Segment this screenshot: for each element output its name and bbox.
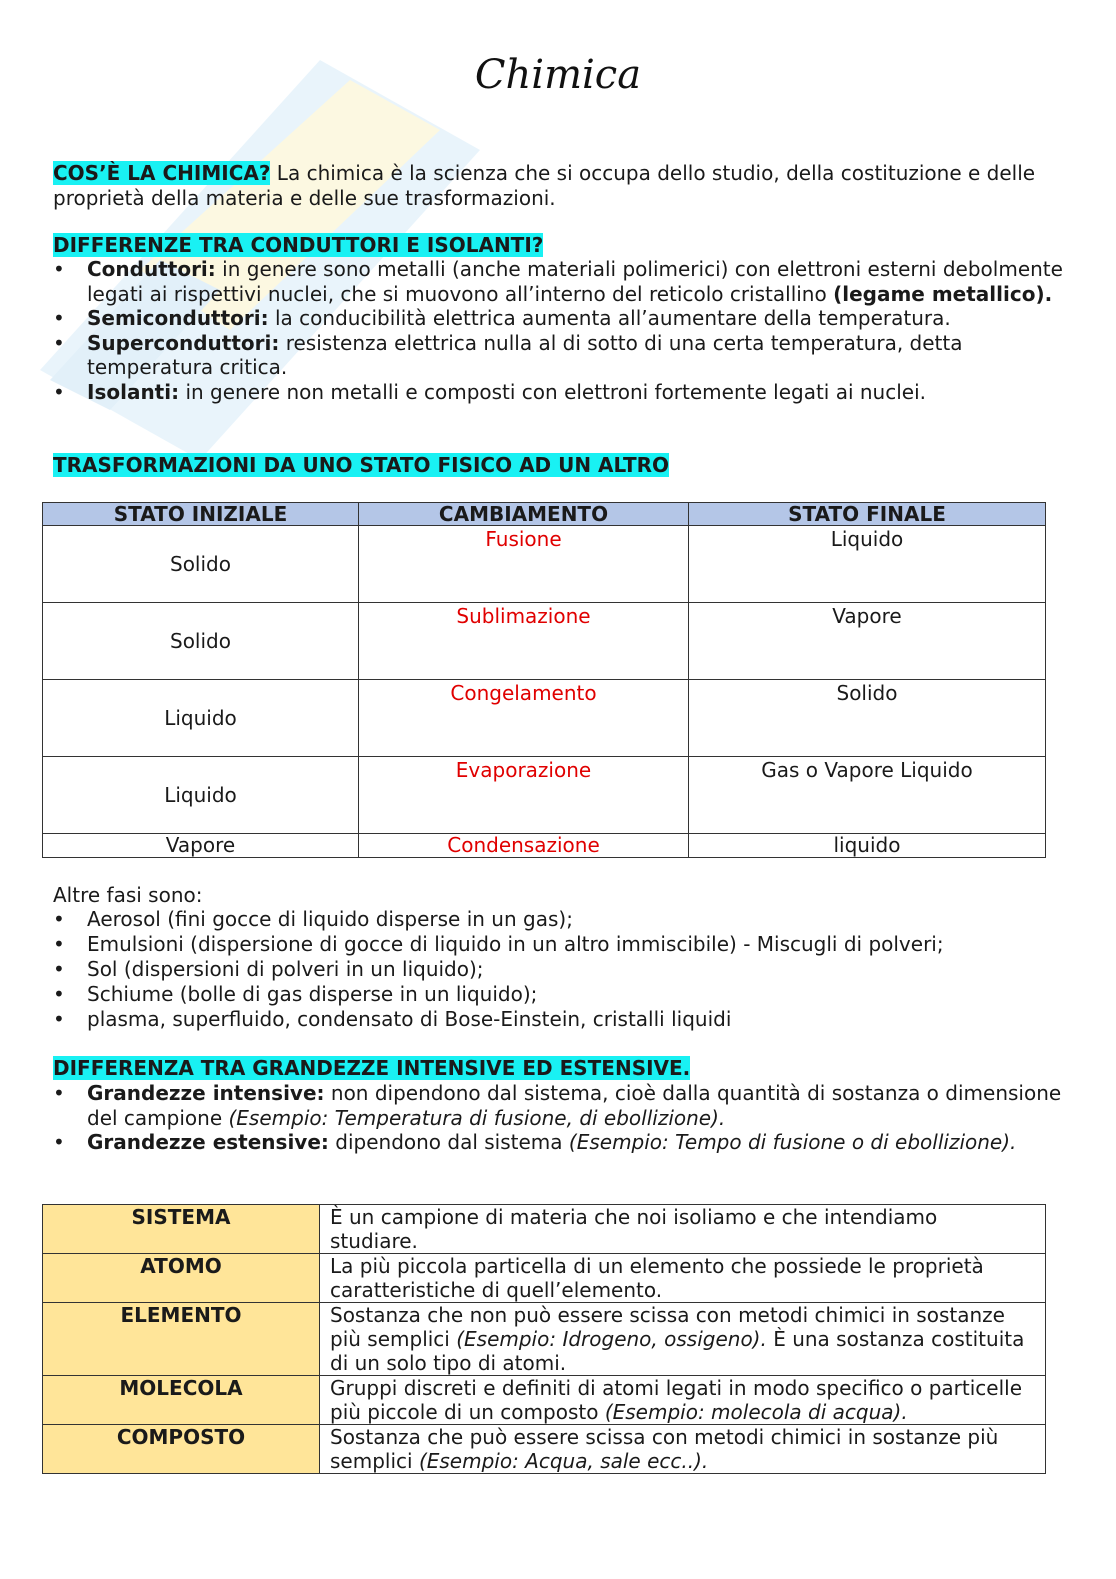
list-item: • Semiconduttori: la conducibilità elettrica aumenta all’aumentare della temperatura. [53, 306, 1063, 331]
table-header-row [43, 503, 1046, 526]
list-item: • plasma, superfluido, condensato di Bose-Einstein, cristalli liquidi [53, 1007, 1063, 1032]
other-phases-intro: Altre fasi sono: [53, 883, 203, 907]
intro-paragraph [53, 161, 1053, 210]
conductors-heading-line [53, 233, 1053, 258]
table-row: COMPOSTO Sostanza che può essere scissa con metodi chimici in sostanze più semplici (Esempio: Acqua, sale ecc..). [43, 1425, 1046, 1474]
heading-state-transformations: TRASFORMAZIONI DA UNO STATO FISICO AD UN ALTRO [53, 453, 670, 477]
definitions-table [42, 1204, 1046, 1474]
table-row: Vapore Condensazione liquido [43, 834, 1046, 858]
list-item: • Schiume (bolle di gas disperse in un liquido); [53, 982, 1063, 1007]
intro-text: La chimica è la scienza che si occupa dello studio, della costituzione e delle proprietà della materia e delle sue trasformazioni. [53, 161, 1036, 210]
page-title: Chimica [474, 52, 642, 98]
states-heading-line [53, 453, 1053, 478]
table-row: MOLECOLA Gruppi discreti e definiti di atomi legati in modo specifico o particelle più piccole di un composto (Esempio: molecola di acqua). [43, 1376, 1046, 1425]
heading-intensive-extensive: DIFFERENZA TRA GRANDEZZE INTENSIVE ED ESTENSIVE. [53, 1056, 691, 1080]
list-item: • Aerosol (fini gocce di liquido disperse in un gas); [53, 907, 1063, 932]
quantities-heading-line [53, 1056, 1053, 1081]
table-row: ATOMO La più piccola particella di un elemento che possiede le proprietà caratteristiche di quell’elemento. [43, 1254, 1046, 1303]
table-row: Liquido Congelamento Solido [43, 680, 1046, 757]
list-item: • Conduttori: in genere sono metalli (anche materiali polimerici) con elettroni esterni debolmente legati ai rispettivi nuclei, che si muovono all’interno del reticolo cristallino (legame metallico). [53, 257, 1063, 306]
header-change: CAMBIAMENTO [359, 503, 689, 526]
header-final-state: STATO FINALE [689, 503, 1046, 526]
states-table [42, 502, 1046, 858]
list-item: • Grandezze estensive: dipendono dal sistema (Esempio: Tempo di fusione o di ebollizione). [53, 1130, 1063, 1155]
table-row: Solido Sublimazione Vapore [43, 603, 1046, 680]
conductors-list [53, 257, 1063, 404]
other-phases-list [53, 907, 1063, 1032]
list-item: • Superconduttori: resistenza elettrica nulla al di sotto di una certa temperatura, detta temperatura critica. [53, 331, 1063, 380]
heading-conductors-insulators: DIFFERENZE TRA CONDUTTORI E ISOLANTI? [53, 233, 544, 257]
table-row: Liquido Evaporazione Gas o Vapore Liquido [43, 757, 1046, 834]
list-item: • Emulsioni (dispersione di gocce di liquido in un altro immiscibile) - Miscugli di polveri; [53, 932, 1063, 957]
list-item: • Grandezze intensive: non dipendono dal sistema, cioè dalla quantità di sostanza o dimensione del campione (Esempio: Temperatura di fusione, di ebollizione). [53, 1081, 1063, 1130]
heading-what-is-chemistry: COS’È LA CHIMICA? [53, 161, 271, 185]
table-row: ELEMENTO Sostanza che non può essere scissa con metodi chimici in sostanze più semplici (Esempio: Idrogeno, ossigeno). È una sostanza costituita di un solo tipo di atomi. [43, 1303, 1046, 1376]
quantities-list [53, 1081, 1063, 1155]
table-row: SISTEMA È un campione di materia che noi isoliamo e che intendiamo studiare. [43, 1205, 1046, 1254]
header-initial-state: STATO INIZIALE [43, 503, 359, 526]
list-item: • Isolanti: in genere non metalli e composti con elettroni fortemente legati ai nuclei. [53, 380, 1063, 405]
list-item: • Sol (dispersioni di polveri in un liquido); [53, 957, 1063, 982]
table-row: Solido Fusione Liquido [43, 526, 1046, 603]
